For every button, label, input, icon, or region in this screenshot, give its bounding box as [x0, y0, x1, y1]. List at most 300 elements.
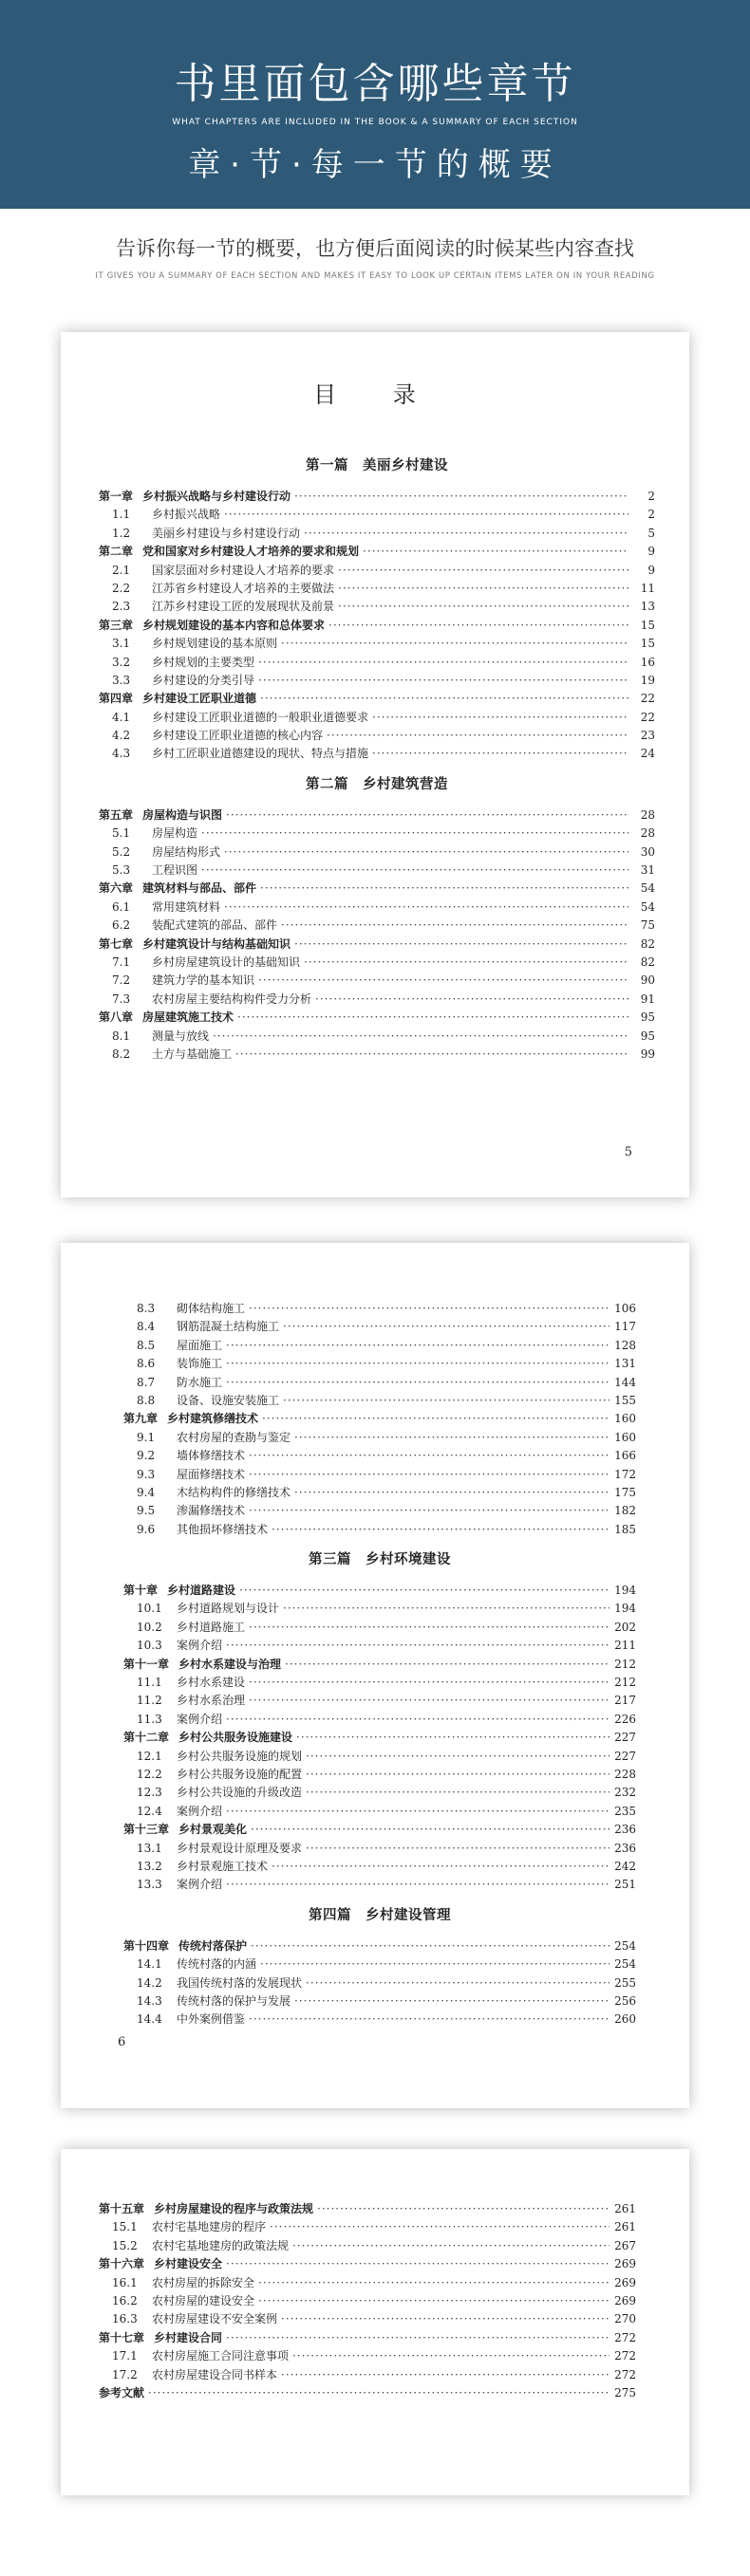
toc-number: 8.2 — [112, 1047, 131, 1061]
toc-number: 15.1 — [112, 2220, 138, 2234]
toc-page-number: 269 — [614, 2257, 636, 2271]
toc-number: 5.3 — [112, 863, 131, 878]
toc-number: 6.2 — [112, 918, 131, 933]
toc-page-number: 82 — [640, 936, 655, 951]
toc-label: 农村房屋主要结构构件受力分析 — [152, 991, 312, 1006]
toc-number: 1.1 — [112, 508, 131, 522]
toc-leader-dots — [226, 1376, 609, 1389]
toc-leader-dots — [281, 637, 628, 650]
toc-section-row — [123, 1619, 636, 1637]
toc-page-number: 11 — [640, 581, 655, 595]
toc-section-row — [99, 1028, 655, 1046]
toc-leader-dots — [226, 1357, 609, 1370]
toc-number: 13.1 — [137, 1841, 162, 1855]
toc-leader-dots — [148, 2386, 609, 2400]
toc-section-row — [123, 1974, 636, 1992]
toc-number: 14.2 — [137, 1975, 162, 1990]
toc-page-number: 251 — [614, 1878, 636, 1892]
toc-label: 案例介绍 — [177, 1878, 223, 1892]
toc-page-number: 131 — [614, 1357, 636, 1371]
toc-section-row — [123, 1876, 636, 1894]
toc-leader-dots — [338, 564, 628, 577]
toc-leader-dots — [226, 1713, 609, 1726]
toc-number: 11.3 — [137, 1712, 162, 1726]
toc-chapter-row — [123, 1729, 636, 1747]
toc-section-row — [123, 1521, 636, 1539]
toc-label: 乡村建设工匠职业道德的核心内容 — [152, 729, 324, 743]
toc-label: 乡村建筑设计与结构基础知识 — [142, 936, 291, 951]
toc-number: 5.1 — [112, 826, 131, 841]
toc-page-number: 272 — [614, 2367, 636, 2381]
toc-section-row — [99, 525, 655, 543]
toc-leader-dots — [260, 881, 628, 895]
toc-number: 1.2 — [112, 526, 131, 540]
toc-page-number: 5 — [647, 526, 655, 540]
toc-leader-dots — [226, 1339, 609, 1352]
toc-page-number: 9 — [647, 545, 655, 559]
toc-section-row — [99, 598, 655, 616]
toc-number: 8.4 — [137, 1320, 156, 1334]
toc-label: 装饰施工 — [177, 1357, 223, 1371]
toc-leader-dots — [372, 747, 628, 760]
toc-label: 江苏乡村建设工匠的发展现状及前景 — [152, 600, 335, 614]
toc-leader-dots — [249, 1449, 609, 1462]
toc-page-number: 275 — [614, 2385, 636, 2400]
toc-number: 11.2 — [137, 1694, 162, 1708]
toc-label: 乡村水系治理 — [177, 1694, 246, 1708]
toc-page-number: 54 — [640, 899, 655, 914]
toc-leader-dots — [306, 1842, 609, 1855]
toc-leader-dots — [249, 1504, 609, 1517]
toc-label: 传统村落保护 — [178, 1938, 248, 1953]
toc-page-number: 30 — [640, 844, 655, 859]
toc-chapter-row — [99, 806, 655, 825]
toc-number: 7.2 — [112, 973, 131, 988]
toc-section-row — [123, 1840, 636, 1858]
toc-chapter-row — [99, 2200, 636, 2218]
banner-subtitle: 章·节·每一节的概要 — [188, 146, 562, 184]
toc-label: 国家层面对乡村建设人才培养的要求 — [152, 563, 335, 577]
toc-leader-dots — [327, 729, 628, 742]
toc-page-number: 82 — [640, 954, 655, 969]
toc-section-row — [123, 1858, 636, 1876]
toc-label: 屋面修缮技术 — [177, 1467, 246, 1481]
toc-section-row — [123, 1300, 636, 1318]
toc-page-number: 242 — [614, 1859, 636, 1873]
toc-leader-dots — [315, 992, 628, 1006]
toc-chapter-row — [99, 936, 655, 954]
toc-section-row — [123, 1711, 636, 1729]
toc-number: 13.2 — [137, 1859, 162, 1873]
toc-page-number: 90 — [640, 973, 655, 988]
toc-leader-dots — [249, 1302, 609, 1315]
toc-number: 4.2 — [112, 729, 131, 743]
toc-leader-dots — [226, 2331, 609, 2344]
toc-page-number: 15 — [640, 618, 655, 632]
toc-section-row — [123, 1429, 636, 1447]
toc-page-number: 172 — [614, 1467, 636, 1481]
toc-section-row — [123, 2011, 636, 2029]
toc-page-number: 22 — [640, 692, 655, 706]
toc-label: 房屋构造 — [152, 826, 198, 841]
toc-label: 乡村景观设计原理及要求 — [177, 1841, 303, 1855]
toc-label: 乡村公共服务设施的规划 — [177, 1749, 303, 1763]
toc-label: 乡村水系建设 — [177, 1676, 246, 1690]
toc-section-row — [123, 1600, 636, 1618]
toc-page-number: 256 — [614, 1993, 636, 2008]
toc-section-row — [99, 727, 655, 745]
toc-number: 14.4 — [137, 2012, 162, 2027]
toc-number: 第十七章 — [99, 2330, 145, 2344]
toc-section-row — [99, 2366, 636, 2384]
toc-leader-dots — [296, 1731, 609, 1744]
toc-section-row — [99, 954, 655, 972]
toc-page-number: 160 — [614, 1430, 636, 1444]
toc-label: 乡村公共服务设施建设 — [178, 1731, 293, 1745]
toc-number: 9.3 — [137, 1467, 156, 1481]
toc-section-row — [123, 1803, 636, 1821]
toc-leader-dots — [294, 937, 628, 951]
toc-leader-dots — [285, 1658, 609, 1671]
toc-page-number: 160 — [614, 1412, 636, 1426]
toc-label: 乡村规划建设的基本原则 — [152, 637, 278, 651]
toc-section-row — [123, 1748, 636, 1766]
part-heading: 第二篇 乡村建筑营造 — [306, 775, 448, 792]
toc-section-row — [123, 1992, 636, 2011]
toc-chapter-row — [123, 1656, 636, 1674]
toc-leader-dots — [281, 918, 628, 932]
toc-number: 9.1 — [137, 1430, 156, 1444]
toc-page-number: 15 — [640, 637, 655, 651]
toc-leader-dots — [283, 1394, 609, 1407]
toc-page-number: 270 — [614, 2312, 636, 2326]
toc-leader-dots — [270, 2220, 609, 2233]
toc-number: 第十三章 — [123, 1823, 170, 1837]
toc-section-row — [99, 991, 655, 1009]
toc-label: 乡村振兴战略与乡村建设行动 — [142, 490, 291, 503]
toc-number: 12.1 — [137, 1749, 162, 1763]
toc-number: 10.3 — [137, 1639, 162, 1653]
toc-label: 乡村道路施工 — [177, 1620, 246, 1634]
toc-leader-dots — [281, 2368, 609, 2381]
toc-page-number: 99 — [640, 1047, 655, 1061]
toc-page-number: 194 — [614, 1602, 636, 1616]
toc-page-number: 194 — [614, 1584, 636, 1598]
toc-label: 农村宅基地建房的程序 — [152, 2220, 267, 2234]
toc-section-row — [123, 1784, 636, 1802]
toc-number: 第七章 — [99, 936, 134, 951]
toc-section-row — [99, 972, 655, 990]
toc-number: 第四章 — [99, 692, 134, 706]
toc-label: 美丽乡村建设与乡村建设行动 — [152, 526, 301, 540]
toc-section-row — [99, 672, 655, 690]
toc-section-row — [99, 899, 655, 917]
toc-number: 11.1 — [137, 1676, 162, 1690]
toc-leader-dots — [338, 600, 628, 613]
toc-page-number: 211 — [614, 1639, 636, 1653]
toc-label: 乡村建设安全 — [154, 2257, 223, 2271]
toc-leader-dots — [237, 1010, 628, 1024]
toc-leader-dots — [226, 2257, 609, 2270]
toc-leader-dots — [226, 1639, 609, 1652]
toc-label: 农村房屋施工合同注意事项 — [152, 2349, 290, 2363]
toc-label: 江苏省乡村建设人才培养的主要做法 — [152, 581, 335, 595]
toc-label: 设备、设施安装施工 — [177, 1393, 280, 1407]
toc-label: 测量与放线 — [152, 1029, 210, 1043]
toc-label: 渗漏修缮技术 — [177, 1504, 246, 1518]
toc-page-number: 254 — [614, 1938, 636, 1953]
toc-label: 我国传统村落的发展现状 — [177, 1975, 303, 1990]
toc-number: 5.2 — [112, 844, 131, 859]
toc-page-number: 2 — [647, 508, 655, 522]
toc-chapter-row — [99, 880, 655, 898]
toc-label: 常用建筑材料 — [152, 899, 221, 914]
toc-label: 其他损坏修缮技术 — [177, 1522, 269, 1536]
toc-leader-dots — [283, 1320, 609, 1333]
toc-section-row — [99, 825, 655, 843]
toc-number: 8.6 — [137, 1357, 156, 1371]
toc-chapter-row — [99, 617, 655, 635]
toc-section-row — [99, 862, 655, 880]
toc-leader-dots — [224, 845, 628, 859]
toc-leader-dots — [294, 1994, 609, 2008]
toc-page-number: 182 — [614, 1504, 636, 1518]
toc-label: 中外案例借鉴 — [177, 2012, 246, 2027]
toc-leader-dots — [201, 826, 628, 840]
toc-leader-dots — [306, 1750, 609, 1763]
toc-leader-dots — [249, 1468, 609, 1481]
toc-label: 农村房屋的建设安全 — [152, 2293, 255, 2307]
toc-leader-dots — [306, 1976, 609, 1990]
toc-section-row — [123, 1355, 636, 1373]
toc-label: 参考文献 — [99, 2385, 145, 2400]
toc-section-row — [99, 917, 655, 935]
toc-leader-dots — [306, 1786, 609, 1799]
toc-page-number: 212 — [614, 1657, 636, 1671]
toc-label: 党和国家对乡村建设人才培养的要求和规划 — [142, 545, 360, 559]
toc-section-row — [99, 2310, 636, 2328]
toc-chapter-row — [123, 1821, 636, 1839]
toc-page-number: 269 — [614, 2293, 636, 2307]
toc-section-row — [123, 1374, 636, 1392]
toc-page-number: 91 — [640, 991, 655, 1006]
toc-leader-dots — [294, 1486, 609, 1499]
toc-section-row — [99, 506, 655, 524]
toc-leader-dots — [304, 955, 628, 969]
toc-page-number: 2 — [647, 490, 655, 503]
toc-leader-dots — [249, 1621, 609, 1634]
toc-page-number: 31 — [640, 863, 655, 878]
toc-label: 乡村振兴战略 — [152, 508, 221, 522]
toc-section-row — [99, 2218, 636, 2236]
toc-page-number: 9 — [647, 563, 655, 577]
toc-number: 8.1 — [112, 1029, 131, 1043]
toc-leader-dots — [249, 2012, 609, 2026]
toc-number: 17.2 — [112, 2367, 138, 2381]
toc-page-number: 95 — [640, 1010, 655, 1025]
toc-number: 6.1 — [112, 899, 131, 914]
toc-section-row — [99, 2347, 636, 2365]
toc-leader-dots — [251, 1823, 609, 1836]
toc-leader-dots — [258, 656, 628, 669]
page-number: 6 — [118, 2035, 126, 2049]
part-heading: 第四篇 乡村建设管理 — [309, 1906, 451, 1923]
toc-label: 土方与基础施工 — [152, 1047, 233, 1061]
toc-page-number: 267 — [614, 2238, 636, 2252]
toc-chapter-row — [99, 1009, 655, 1027]
toc-leader-dots — [283, 1602, 609, 1615]
toc-section-row — [123, 1955, 636, 1974]
toc-section-row — [99, 709, 655, 727]
toc-page-number: 255 — [614, 1975, 636, 1990]
toc-label: 乡村建筑修缮技术 — [167, 1412, 259, 1426]
toc-label: 传统村落的内涵 — [177, 1957, 257, 1972]
toc-label: 房屋构造与识图 — [142, 807, 223, 822]
toc-label: 屋面施工 — [177, 1338, 223, 1352]
toc-chapter-row — [123, 1582, 636, 1600]
page-number: 5 — [624, 1145, 632, 1159]
toc-page-number: 261 — [614, 2220, 636, 2234]
toc-leader-dots — [304, 527, 628, 540]
toc-section-row — [99, 635, 655, 653]
toc-page-number: 236 — [614, 1841, 636, 1855]
toc-page-number: 269 — [614, 2275, 636, 2289]
toc-label: 农村宅基地建房的政策法规 — [152, 2238, 290, 2252]
toc-number: 2.1 — [112, 563, 131, 577]
toc-number: 14.3 — [137, 1993, 162, 2008]
toc-number: 第二章 — [99, 545, 134, 559]
toc-label: 乡村建设的分类引导 — [152, 673, 255, 687]
toc-number: 13.3 — [137, 1878, 162, 1892]
toc-chapter-row — [99, 2384, 636, 2402]
toc-leader-dots — [226, 808, 628, 822]
toc-number: 第八章 — [99, 1010, 134, 1025]
toc-number: 9.6 — [137, 1522, 156, 1536]
toc-page-number: 75 — [640, 918, 655, 933]
toc-leader-dots — [260, 692, 628, 705]
toc-label: 农村房屋建设不安全案例 — [152, 2312, 278, 2326]
toc-label: 乡村公共服务设施的配置 — [177, 1767, 303, 1781]
toc-section-row — [99, 654, 655, 672]
toc-number: 4.3 — [112, 747, 131, 761]
toc-number: 9.2 — [137, 1449, 156, 1463]
toc-leader-dots — [258, 2276, 609, 2289]
toc-number: 8.8 — [137, 1393, 156, 1407]
toc-number: 14.1 — [137, 1957, 162, 1972]
toc-leader-dots — [260, 1957, 609, 1971]
toc-section-row — [99, 562, 655, 580]
toc-label: 木结构构件的修缮技术 — [177, 1485, 291, 1499]
part-heading: 第三篇 乡村环境建设 — [309, 1551, 451, 1568]
toc-label: 案例介绍 — [177, 1712, 223, 1726]
toc-leader-dots — [372, 711, 628, 724]
toc-section-row — [99, 580, 655, 598]
toc-number: 16.1 — [112, 2275, 138, 2289]
toc-number: 第五章 — [99, 807, 134, 822]
toc-label: 乡村景观美化 — [178, 1823, 248, 1837]
toc-chapter-row — [99, 2255, 636, 2273]
toc-number: 第十六章 — [99, 2257, 145, 2271]
toc-page-number: 28 — [640, 826, 655, 841]
toc-page-number: 212 — [614, 1676, 636, 1690]
toc-label: 乡村规划的主要类型 — [152, 655, 255, 669]
description-text-en: IT GIVES YOU A SUMMARY OF EACH SECTION AND MAKES IT EASY TO LOOK UP CERTAIN ITEMS LATER ON IN YOUR READING — [95, 271, 655, 281]
toc-number: 8.3 — [137, 1302, 156, 1315]
toc-number: 2.2 — [112, 581, 131, 595]
toc-number: 8.7 — [137, 1375, 156, 1389]
toc-section-row — [123, 1692, 636, 1710]
toc-page-number: 13 — [640, 600, 655, 614]
toc-page-number: 106 — [614, 1302, 636, 1315]
toc-leader-dots — [292, 2239, 609, 2252]
toc-page-number: 175 — [614, 1485, 636, 1499]
toc-page-number: 235 — [614, 1804, 636, 1818]
toc-page-number: 260 — [614, 2012, 636, 2027]
toc-page-1 — [61, 332, 689, 1197]
toc-page-number: 28 — [640, 807, 655, 822]
toc-label: 农村房屋的拆除安全 — [152, 2275, 255, 2289]
toc-page-number: 254 — [614, 1957, 636, 1972]
toc-number: 8.5 — [137, 1338, 156, 1352]
toc-page-number: 16 — [640, 655, 655, 669]
toc-page-number: 228 — [614, 1767, 636, 1781]
toc-number: 4.1 — [112, 710, 131, 724]
toc-leader-dots — [258, 973, 628, 987]
toc-page-number: 155 — [614, 1393, 636, 1407]
toc-page-number: 166 — [614, 1449, 636, 1463]
description-text: 告诉你每一节的概要，也方便后面阅读的时候某些内容查找 — [116, 237, 634, 260]
toc-page-number: 261 — [614, 2202, 636, 2215]
toc-chapter-row — [99, 2329, 636, 2347]
toc-number: 2.3 — [112, 600, 131, 614]
toc-leader-dots — [239, 1584, 609, 1597]
toc-leader-dots — [328, 619, 628, 632]
toc-leader-dots — [317, 2202, 609, 2215]
header-banner — [0, 0, 750, 209]
toc-chapter-row — [123, 1410, 636, 1428]
toc-section-row — [123, 1637, 636, 1655]
toc-page-number: 19 — [640, 673, 655, 687]
toc-label: 乡村建设工匠职业道德的一般职业道德要求 — [152, 710, 369, 724]
toc-number: 10.2 — [137, 1620, 162, 1634]
toc-label: 防水施工 — [177, 1375, 223, 1389]
toc-page-number: 236 — [614, 1823, 636, 1837]
toc-leader-dots — [363, 545, 628, 558]
toc-leader-dots — [272, 1523, 609, 1536]
toc-label: 案例介绍 — [177, 1639, 223, 1653]
toc-number: 3.2 — [112, 655, 131, 669]
toc-number: 7.1 — [112, 954, 131, 969]
toc-list — [123, 1300, 636, 2029]
toc-leader-dots — [281, 2312, 609, 2326]
toc-section-row — [123, 1674, 636, 1692]
toc-page-number: 232 — [614, 1786, 636, 1800]
toc-section-row — [99, 2274, 636, 2292]
toc-number: 16.2 — [112, 2293, 138, 2307]
toc-label: 工程识图 — [152, 863, 198, 878]
toc-number: 15.2 — [112, 2238, 138, 2252]
toc-number: 第十章 — [123, 1584, 159, 1598]
toc-label: 房屋结构形式 — [152, 844, 221, 859]
toc-chapter-row — [123, 1937, 636, 1955]
toc-chapter-row — [99, 690, 655, 708]
toc-number: 第十一章 — [123, 1657, 170, 1671]
toc-section-row — [99, 1046, 655, 1064]
toc-leader-dots — [201, 863, 628, 877]
toc-label: 钢筋混凝土结构施工 — [177, 1320, 280, 1334]
toc-number: 9.4 — [137, 1485, 156, 1499]
banner-title: 书里面包含哪些章节 — [174, 60, 576, 108]
